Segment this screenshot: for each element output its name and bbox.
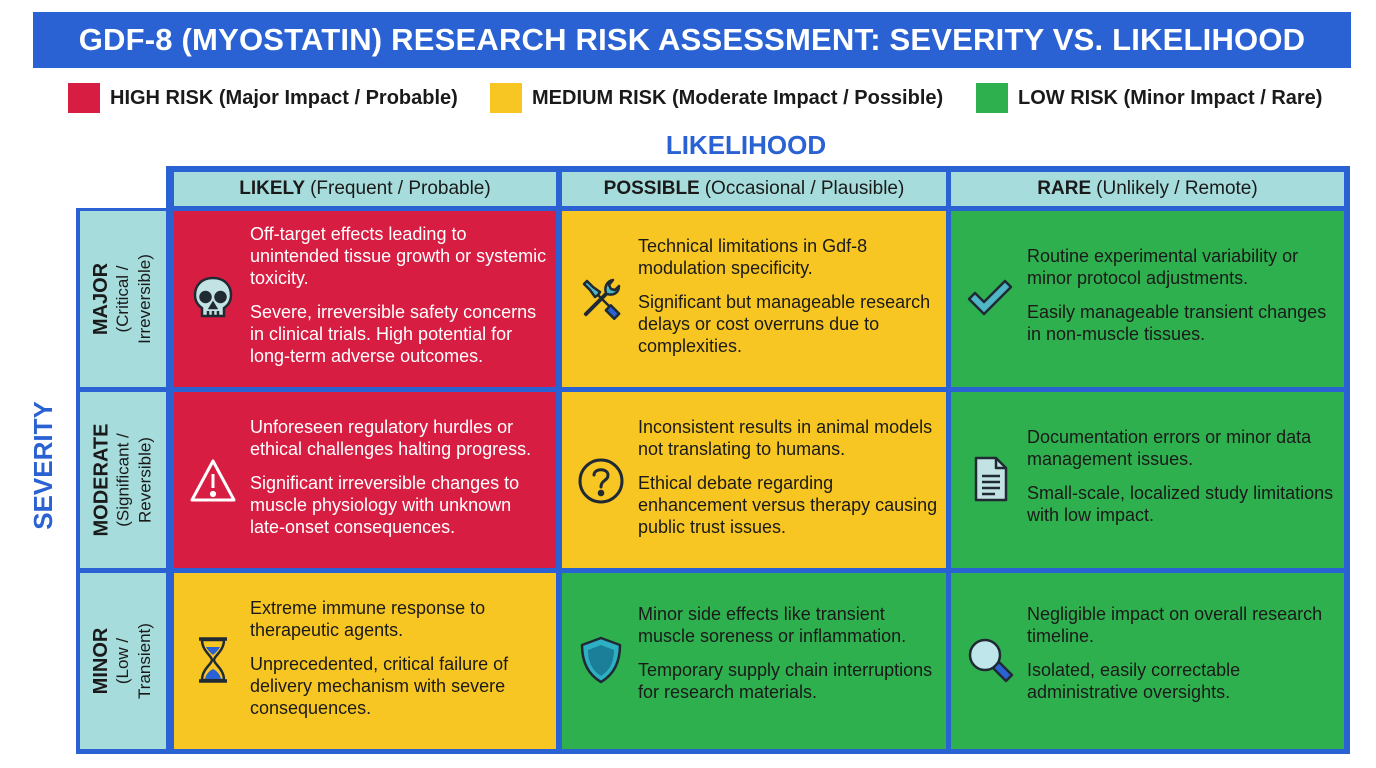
column-header-sub: (Unlikely / Remote) — [1096, 178, 1258, 199]
legend-high-risk — [68, 82, 458, 114]
magnifier-icon — [965, 635, 1015, 685]
document-icon — [965, 454, 1015, 504]
row-header-sub: (Critical / — [113, 265, 132, 333]
column-header-main: LIKELY — [239, 178, 306, 199]
cell-text: Off-target effects leading to unintended tissue growth or systemic toxicity. — [250, 224, 547, 288]
row-header-moderate — [80, 392, 166, 568]
row-header-main: MAJOR — [90, 262, 112, 336]
cell-text: Unforeseen regulatory hurdles or ethical challenges halting progress. — [250, 417, 532, 459]
row-header-main: MINOR — [90, 627, 112, 695]
cell-major-likely — [174, 211, 556, 387]
cell-text: Unprecedented, critical failure of delivery mechanism with severe consequences. — [250, 654, 509, 718]
column-header-likely — [174, 172, 556, 206]
skull-icon — [188, 273, 238, 323]
cell-minor-likely — [174, 573, 556, 749]
cell-major-possible — [562, 211, 946, 387]
checkmark-icon — [965, 273, 1015, 323]
question-icon — [576, 456, 626, 506]
cell-text: Documentation errors or minor data management issues. — [1027, 427, 1312, 469]
hourglass-icon — [188, 635, 238, 685]
cell-text: Significant irreversible changes to muscle physiology with unknown late-onset consequences. — [250, 473, 520, 537]
column-header-main: RARE — [1037, 178, 1092, 199]
low-risk-swatch — [976, 83, 1008, 113]
column-header-main: POSSIBLE — [603, 178, 700, 199]
row-header-sub: Irreversible) — [135, 254, 154, 344]
cell-text: Isolated, easily correctable administrative oversights. — [1027, 660, 1241, 702]
row-header-minor — [80, 573, 166, 749]
column-header-possible — [562, 172, 946, 206]
row-header-sub: Transient) — [135, 623, 154, 699]
shield-icon — [576, 635, 626, 685]
severity-axis-label — [27, 390, 58, 540]
column-header-sub: (Frequent / Probable) — [310, 178, 491, 199]
high-risk-swatch — [68, 83, 100, 113]
cell-moderate-rare — [951, 392, 1344, 568]
row-header-sub: (Significant / — [113, 433, 132, 527]
column-header-rare — [951, 172, 1344, 206]
cell-minor-possible — [562, 573, 946, 749]
row-header-main: MODERATE — [90, 423, 112, 537]
cell-text: Temporary supply chain interruptions for research materials. — [638, 660, 933, 702]
cell-text: Minor side effects like transient muscle soreness or inflammation. — [638, 604, 907, 646]
likelihood-axis-label: LIKELIHOOD — [665, 130, 827, 160]
legend-label: HIGH RISK (Major Impact / Probable) — [110, 86, 458, 109]
cell-text: Extreme immune response to therapeutic agents. — [250, 598, 486, 640]
legend-medium-risk — [490, 82, 943, 114]
matrix-corner — [76, 166, 166, 208]
cell-text: Negligible impact on overall research timeline. — [1027, 604, 1323, 646]
cell-text: Technical limitations in Gdf-8 modulation specificity. — [638, 236, 868, 278]
cell-text: Easily manageable transient changes in non-muscle tissues. — [1027, 302, 1327, 344]
legend-label: LOW RISK (Minor Impact / Rare) — [1018, 86, 1323, 109]
cell-major-rare — [951, 211, 1344, 387]
cell-moderate-possible — [562, 392, 946, 568]
cell-moderate-likely — [174, 392, 556, 568]
warning-icon — [188, 456, 238, 506]
row-header-sub: (Low / — [113, 637, 132, 685]
column-header-sub: (Occasional / Plausible) — [704, 178, 905, 199]
page-title: GDF-8 (MYOSTATIN) RESEARCH RISK ASSESSMENT: SEVERITY VS. LIKELIHOOD — [33, 12, 1351, 68]
cell-text: Ethical debate regarding enhancement versus therapy causing public trust issues. — [638, 473, 938, 537]
cell-text: Severe, irreversible safety concerns in clinical trials. High potential for long-term adverse outcomes. — [250, 302, 537, 366]
cell-text: Small-scale, localized study limitations with low impact. — [1027, 483, 1334, 525]
cell-text: Inconsistent results in animal models not translating to humans. — [638, 417, 933, 459]
cell-minor-rare — [951, 573, 1344, 749]
medium-risk-swatch — [490, 83, 522, 113]
legend-label: MEDIUM RISK (Moderate Impact / Possible) — [532, 86, 944, 109]
wrench-screwdriver-icon — [576, 273, 626, 323]
severity-axis-text: SEVERITY — [27, 400, 58, 530]
cell-text: Significant but manageable research delays or cost overruns due to complexities. — [638, 292, 931, 356]
row-header-major — [80, 211, 166, 387]
row-header-sub: Reversible) — [135, 437, 154, 523]
cell-text: Routine experimental variability or minor protocol adjustments. — [1027, 246, 1299, 288]
legend-low-risk — [976, 82, 1322, 114]
